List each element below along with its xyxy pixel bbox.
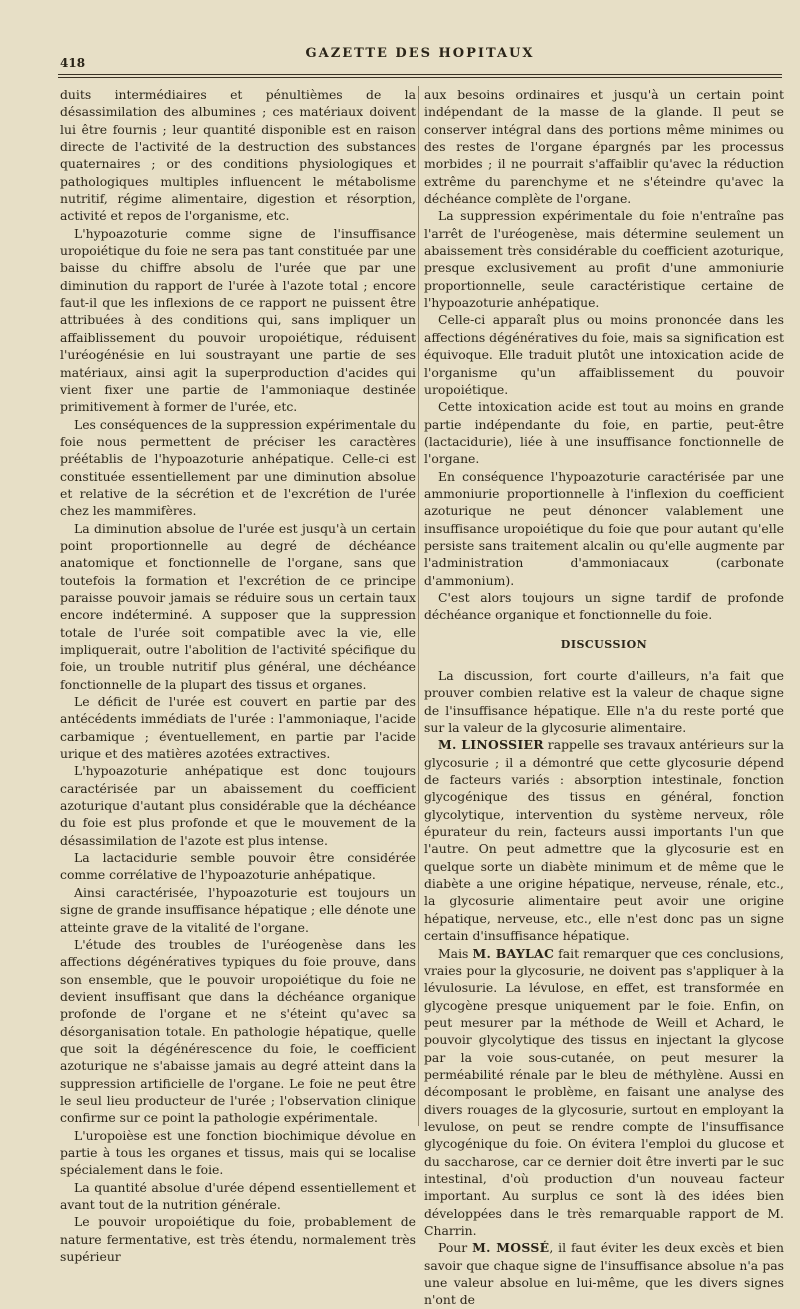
left-column [60, 86, 416, 1265]
paragraph-text: Pour [438, 1240, 473, 1256]
paragraph: Les conséquences de la suppression expérimentale du foie nous permettent de préciser les caractères préétablis de l'hypoazoturie anhépatique. Celle-ci est constituée essentiellement par une diminution absolue et relative de la sécrétion et de l'excrétion de l'urée chez les mammifères. [60, 416, 416, 519]
paragraph: En conséquence l'hypoazoturie caractérisée par une ammoniurie proportionnelle à l'inflexion du coefficient azoturique ne peut dénoncer valablement une insuffisance uropoiétique du foie que pour autant qu'elle persiste sans traitement alcalin ou qu'elle augmente par l'administration d'ammoniacaux (carbonate d'ammonium). [424, 468, 784, 588]
paragraph [424, 945, 784, 1240]
paragraph [424, 1239, 784, 1308]
paragraph-text: , il faut éviter les deux excès et bien savoir que chaque signe de l'insuffisance absolue n'a pas une valeur absolue en lui-même, que les divers signes n'ont de [424, 1240, 785, 1308]
paragraph-text: Mais [438, 945, 473, 961]
speaker-name: M. MOSSÉ [472, 1240, 550, 1256]
section-heading: DISCUSSION [560, 637, 648, 651]
paragraph: L'hypoazoturie comme signe de l'insuffisance uropoiétique du foie ne sera pas tant constituée par une baisse du chiffre absolu de l'urée que par une diminution du rapport de l'urée à l'azote total ; encore faut-il que les inflexions de ce rapport ne puissent être attribuées à des conditions qui, sans impliquer un affaiblissement du pouvoir uropoiétique, réduisent l'uréogénésie en lui soustrayant une partie de ses matériaux, ainsi agit la superproduction d'acides qui vient fixer une partie de l'ammoniaque destinée primitivement à former de l'urée, etc. [60, 225, 416, 415]
paragraph: La quantité absolue d'urée dépend essentiellement et avant tout de la nutrition générale. [60, 1179, 416, 1212]
paragraph: aux besoins ordinaires et jusqu'à un certain point indépendant de la masse de la glande. Il peut se conserver intégral dans des portions même minimes ou des restes de l'organe épargnés par les processus morbides ; il ne pourrait s'affaiblir qu'avec la réduction extrême du parenchyme et ne s'éteindre qu'avec la déchéance complète de l'organe. [424, 87, 784, 207]
paragraph: duits intermédiaires et pénultièmes de la désassimilation des albumines ; ces matériaux doivent lui être fournis ; leur quantité disponible est en raison directe de l'activité de la destruction des substances quaternaires ; or des conditions physiologiques et pathologiques multiples influencent le métabolisme nutritif, régime alimentaire, digestion et résorption, activité et repos de l'organisme, etc. [60, 87, 416, 224]
paragraph: La suppression expérimentale du foie n'entraîne pas l'arrêt de l'uréogenèse, mais détermine seulement un abaissement très considérable du coefficient azoturique, presque exclusivement au profit d'une ammoniurie proportionnelle, seule caractéristique certaine de l'hypoazoturie anhépatique. [424, 208, 784, 311]
header-rule-double [58, 77, 782, 78]
paragraph-text: rappelle ses travaux antérieurs sur la glycosurie ; il a démontré que cette glycosurie dépend de facteurs variés : absorption intestinale, fonction glycogénique des tissus en général, fonction glycolytique, intervention du système nerveux, rôle épurateur du rein, facteurs aussi importants l'un que l'autre. On peut admettre que la glycosurie est en quelque sorte un diabète minimum et de même que le diabète a une origine hépatique, nerveuse, rénale, etc., la glycosurie alimentaire peut avoir une origine hépatique, nerveuse, etc., elle n'est donc pas un signe certain d'insuffisance hépatique. [424, 737, 784, 944]
paragraph: Ainsi caractérisée, l'hypoazoturie est toujours un signe de grande insuffisance hépatique ; elle dénote une atteinte grave de la vitalité de l'organe. [60, 884, 416, 935]
speaker-name: M. LINOSSIER [438, 737, 544, 753]
page-number: 418 [60, 56, 86, 70]
paragraph: Celle-ci apparaît plus ou moins prononcée dans les affections dégénératives du foie, mais sa signification est équivoque. Elle traduit plutôt une intoxication acide de l'organisme qu'un affaiblissement du pouvoir uropoiétique. [424, 312, 784, 397]
running-title: GAZETTE DES HOPITAUX [305, 46, 535, 61]
paragraph: Le déficit de l'urée est couvert en partie par des antécédents immédiats de l'urée : l'ammoniaque, l'acide carbamique ; éventuellement, en partie par l'acide urique et des matières azotées extractives. [60, 694, 416, 762]
paragraph: Cette intoxication acide est tout au moins en grande partie indépendante du foie, en partie, peut-être (lactacidurie), liée à une insuffisance fonctionnelle de l'organe. [424, 399, 784, 467]
right-column [424, 86, 784, 1309]
paragraph: L'hypoazoturie anhépatique est donc toujours caractérisée par un abaissement du coefficient azoturique d'autant plus considérable que la déchéance du foie est plus profonde et que le mouvement de la désassimilation de l'azote est plus intense. [60, 763, 416, 848]
paragraph: Le pouvoir uropoiétique du foie, probablement de nature fermentative, est très étendu, normalement très supérieur [60, 1214, 416, 1265]
paragraph-text: fait remarquer que ces conclusions, vraies pour la glycosurie, ne doivent pas s'appliquer à la lévulosurie. La lévulose, en effet, est transformée en glycogène presque uniquement par le foie. Enfin, on peut mesurer par la méthode de Weill et Achard, le pouvoir glycolytique des tissus en injectant la glycose par la voie sous-cutanée, on peut mesurer la perméabilité rénale par le bleu de méthylène. Aussi en décomposant le problème, en faisant une analyse des divers rouages de la glycosurie, surtout en employant la levulose, on peut se rendre compte de l'insuffisance glycogénique du foie. On évitera l'emploi du glucose et du saccharose, car ce dernier doit être inverti par le suc intestinal, d'où production d'un nouveau facteur important. Au surplus ce sont là des idées bien développées dans le très remarquable rapport de M. Charrin. [424, 945, 784, 1238]
paragraph: La diminution absolue de l'urée est jusqu'à un certain point proportionnelle au degré de déchéance anatomique et fonctionnelle de l'organe, sans que toutefois la formation et l'excrétion de ce principe paraisse pouvoir jamais se réduire sous un certain taux encore indéterminé. A supposer que la suppression totale de l'urée soit compatible avec la vie, elle impliquerait, outre l'abolition de l'activité spécifique du foie, un trouble nutritif plus général, une déchéance fonctionnelle de la plupart des tissus et organes. [60, 520, 416, 692]
paragraph: C'est alors toujours un signe tardif de profonde déchéance organique et fonctionnelle du foie. [424, 589, 784, 623]
paragraph: L'étude des troubles de l'uréogenèse dans les affections dégénératives typiques du foie prouve, dans son ensemble, que le pouvoir uropoiétique du foie ne devient insuffisant que dans la déchéance organique profonde de l'organe et ne s'éteint qu'avec sa désorganisation totale. En pathologie hépatique, quelle que soit la dégénérescence du foie, le coefficient azoturique ne s'abaisse jamais au degré atteint dans la suppression artificielle de l'organe. Le foie ne peut être le seul lieu producteur de l'urée ; l'observation clinique confirme sur ce point la pathologie expérimentale. [60, 936, 416, 1126]
header-rule [58, 74, 782, 75]
paragraph: La discussion, fort courte d'ailleurs, n'a fait que prouver combien relative est la valeur de chaque signe de l'insuffisance hépatique. Elle n'a du reste porté que sur la valeur de la glycosurie alimentaire. [424, 668, 784, 736]
paragraph [424, 736, 784, 944]
column-divider [418, 86, 419, 1126]
paragraph: L'uropoièse est une fonction biochimique dévolue en partie à tous les organes et tissus, mais qui se localise spécialement dans le foie. [60, 1127, 416, 1178]
paragraph: La lactacidurie semble pouvoir être considérée comme corrélative de l'hypoazoturie anhépatique. [60, 850, 416, 883]
page-header [60, 44, 780, 70]
speaker-name: M. BAYLAC [472, 945, 555, 961]
